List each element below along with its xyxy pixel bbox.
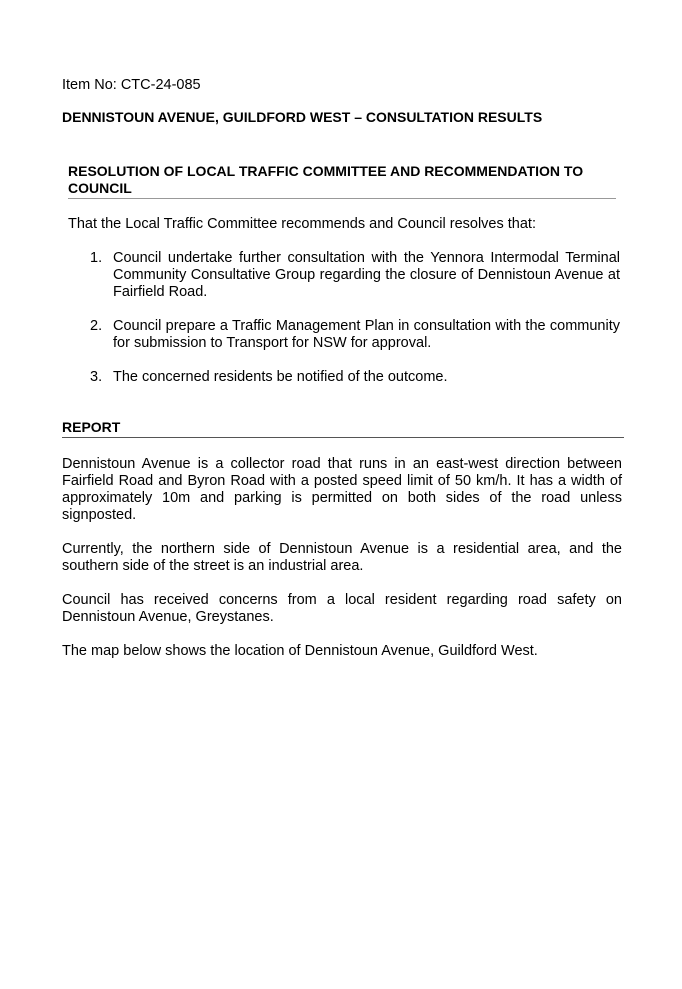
recommendation-item [90,318,620,352]
resolution-heading: RESOLUTION OF LOCAL TRAFFIC COMMITTEE AND RECOMMENDATION TO COUNCIL [68,163,616,199]
report-paragraph: Currently, the northern side of Dennistoun Avenue is a residential area, and the southern side of the street is an industrial area. [62,541,622,574]
recommendation-text: Council prepare a Traffic Management Plan in consultation with the community for submission to Transport for NSW for approval. [113,318,620,351]
report-paragraph: The map below shows the location of Dennistoun Avenue, Guildford West. [62,643,538,659]
report-paragraph: Dennistoun Avenue is a collector road that runs in an east-west direction between Fairfield Road and Byron Road with a posted speed limit of 50 km/h. It has a width of approximately 10m and parking is permitted on both sides of the road unless signposted. [62,456,622,523]
report-paragraph: Council has received concerns from a local resident regarding road safety on Dennistoun Avenue, Greystanes. [62,592,622,625]
recommendation-list [90,250,620,403]
resolution-intro: That the Local Traffic Committee recommends and Council resolves that: [68,216,536,232]
recommendation-number: 3. [90,369,103,385]
recommendation-text: Council undertake further consultation with the Yennora Intermodal Terminal Community Consultative Group regarding the closure of Dennistoun Avenue at Fairfield Road. [113,250,620,300]
report-heading: REPORT [62,419,624,438]
recommendation-text: The concerned residents be notified of the outcome. [113,369,448,385]
recommendation-number: 2. [90,318,103,334]
item-number: Item No: CTC-24-085 [62,77,201,93]
recommendation-item [90,250,620,301]
recommendation-item [90,369,620,386]
report-body [62,456,622,677]
recommendation-number: 1. [90,250,103,266]
document-title: DENNISTOUN AVENUE, GUILDFORD WEST – CONSULTATION RESULTS [62,109,543,125]
